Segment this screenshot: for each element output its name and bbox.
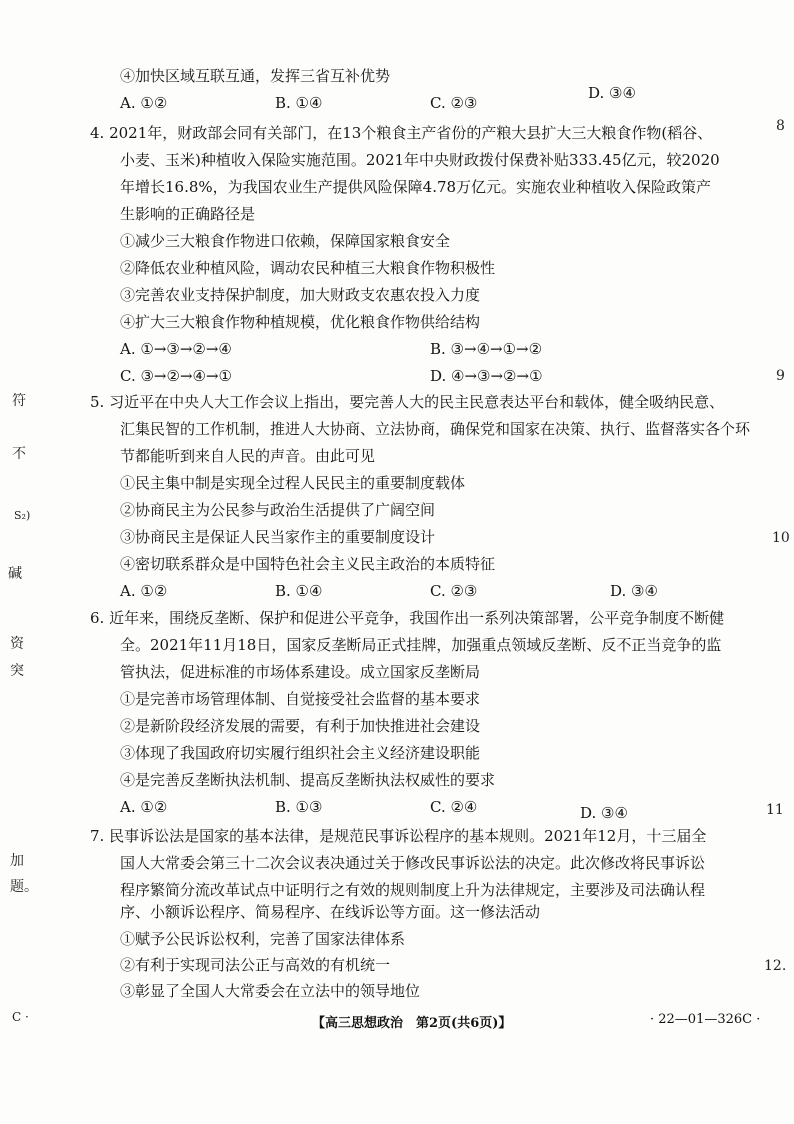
question-7-line-1: 7. 民事诉讼法是国家的基本法律，是规范民事诉讼程序的基本规则。2021年12月，十三届全: [90, 827, 707, 845]
margin-fragment: 11: [766, 802, 784, 818]
statement-3: ③协商民主是保证人民当家作主的重要制度设计: [120, 528, 436, 546]
margin-fragment: 加: [10, 853, 24, 869]
margin-fragment: C ·: [12, 1010, 29, 1024]
statement-3: ③完善农业支持保护制度，加大财政支农惠农投入力度: [120, 286, 481, 304]
page-footer-code: · 22—01—326C ·: [650, 1012, 761, 1027]
question-7-line-2: 国人大常委会第三十二次会议表决通过关于修改民事诉讼法的决定。此次修改将民事诉讼: [120, 854, 706, 872]
question-6-line-3: 管执法，促进标准的市场体系建设。成立国家反垄断局: [120, 663, 481, 681]
statement-1: ①减少三大粮食作物进口依赖，保障国家粮食安全: [120, 232, 451, 250]
question-4-line-2: 小麦、玉米)种植收入保险实施范围。2021年中央财政拨付保费补贴333.45亿元，较2020: [120, 151, 720, 169]
question-4-line-4: 生影响的正确路径是: [120, 205, 256, 223]
margin-fragment: 8: [776, 118, 785, 134]
question-7-line-3: 程序繁简分流改革试点中证明行之有效的规则制度上升为法律规定，主要涉及司法确认程: [120, 881, 706, 899]
question-7-line-4: 序、小额诉讼程序、简易程序、在线诉讼等方面。这一修法活动: [120, 903, 541, 921]
option-c: C. ②④: [430, 798, 478, 816]
option-a: A. ①②: [120, 94, 168, 112]
option-b: B. ③→④→①→②: [430, 340, 543, 358]
option-b: B. ①④: [275, 582, 323, 600]
statement-4: ④密切联系群众是中国特色社会主义民主政治的本质特征: [120, 555, 496, 573]
question-5-line-2: 汇集民智的工作机制，推进人大协商、立法协商，确保党和国家在决策、执行、监督落实各个环: [120, 420, 751, 438]
statement-3: ③体现了我国政府切实履行组织社会主义经济建设职能: [120, 744, 481, 762]
margin-fragment: 符: [12, 393, 26, 409]
statement: ④加快区域互联互通，发挥三省互补优势: [120, 67, 391, 85]
statement-2: ②有利于实现司法公正与高效的有机统一: [120, 956, 391, 974]
option-a: A. ①②: [120, 798, 168, 816]
statement-4: ④扩大三大粮食作物种植规模，优化粮食作物供给结构: [120, 313, 481, 331]
question-5-line-3: 节都能听到来自人民的声音。由此可见: [120, 447, 376, 465]
page-footer-exam: 【高三思想政治 第2页(共6页)】: [312, 1016, 512, 1031]
option-d: D. ③④: [580, 804, 628, 822]
option-c: C. ②③: [430, 94, 478, 112]
question-4-line-1: 4. 2021年，财政部会同有关部门，在13个粮食主产省份的产粮大县扩大三大粮食作物(稻谷、: [90, 124, 713, 142]
statement-3: ③彰显了全国人大常委会在立法中的领导地位: [120, 982, 421, 1000]
option-a: A. ①②: [120, 582, 168, 600]
margin-fragment: 10: [772, 530, 790, 546]
margin-fragment: 题。: [10, 879, 38, 895]
statement-2: ②是新阶段经济发展的需要，有利于加快推进社会建设: [120, 717, 481, 735]
option-a: A. ①→③→②→④: [120, 340, 232, 358]
margin-fragment: 突: [10, 663, 24, 679]
option-b: B. ①④: [275, 94, 323, 112]
option-b: B. ①③: [275, 798, 323, 816]
option-c: C. ③→②→④→①: [120, 367, 232, 385]
option-d: D. ④→③→②→①: [430, 367, 543, 385]
option-d: D. ③④: [588, 84, 636, 102]
option-c: C. ②③: [430, 582, 478, 600]
statement-1: ①民主集中制是实现全过程人民民主的重要制度载体: [120, 474, 466, 492]
statement-1: ①赋予公民诉讼权利，完善了国家法律体系: [120, 930, 406, 948]
question-6-line-1: 6. 近年来，围绕反垄断、保护和促进公平竞争，我国作出一系列决策部署，公平竞争制度不断健: [90, 609, 725, 627]
question-6-line-2: 全。2021年11月18日，国家反垄断局正式挂牌，加强重点领域反垄断、反不正当竞争的监: [120, 636, 722, 654]
question-4-line-3: 年增长16.8%，为我国农业生产提供风险保障4.78万亿元。实施农业种植收入保险政策产: [120, 178, 712, 196]
statement-1: ①是完善市场管理体制、自觉接受社会监督的基本要求: [120, 690, 481, 708]
margin-fragment: 不: [12, 446, 26, 462]
margin-fragment: S₂): [14, 509, 31, 522]
margin-fragment: 12.: [764, 958, 787, 974]
margin-fragment: 资: [10, 636, 24, 652]
statement-2: ②降低农业种植风险，调动农民种植三大粮食作物积极性: [120, 259, 496, 277]
statement-2: ②协商民主为公民参与政治生活提供了广阔空间: [120, 501, 436, 519]
option-d: D. ③④: [610, 582, 658, 600]
statement-4: ④是完善反垄断执法机制、提高反垄断执法权威性的要求: [120, 771, 496, 789]
margin-fragment: 9: [776, 368, 785, 384]
margin-fragment: 碱: [8, 566, 22, 582]
question-5-line-1: 5. 习近平在中央人大工作会议上指出，要完善人大的民主民意表达平台和载体，健全吸纳民意、: [90, 393, 725, 411]
